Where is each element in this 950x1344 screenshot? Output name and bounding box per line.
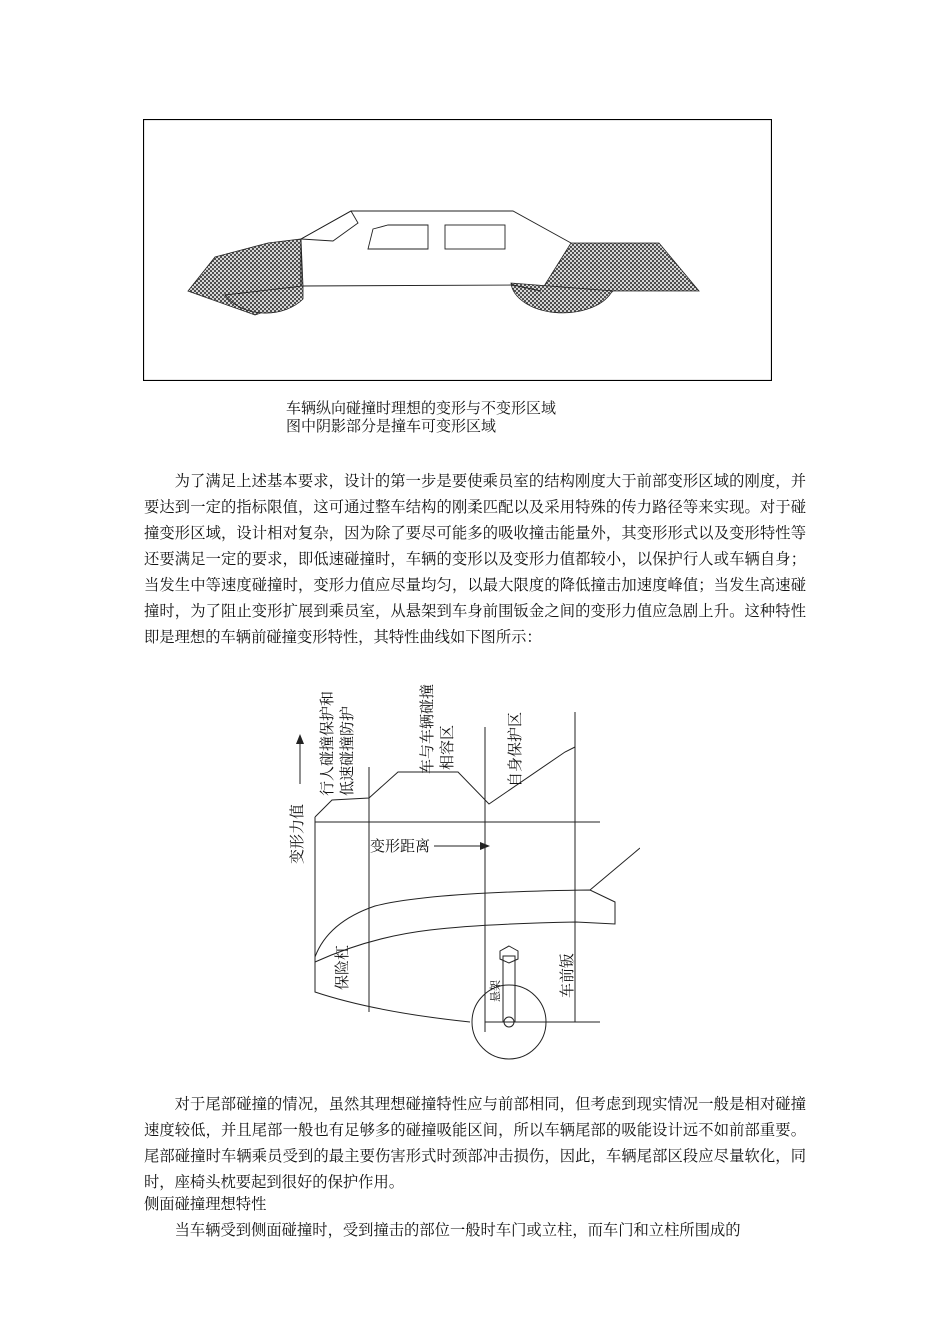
suspension-label: 悬架 [489, 980, 502, 1002]
paragraph-rear-crush: 对于尾部碰撞的情况，虽然其理想碰撞特性应与前部相同，但考虑到现实情况一般是相对碰撞速度较低，并且尾部一般也有足够多的碰撞吸能区间，所以车辆尾部的吸能设计远不如前部重要。尾部碰撞时车辆乘员受到的最主要伤害形式时颈部冲击损伤，因此，车辆尾部区段应尽量软化，同时，座椅头枕要起到很好的保护作用。 [144, 1095, 806, 1191]
zone1-label-line2: 低速碰撞防护 [338, 705, 356, 796]
bumper-label: 保险杠 [333, 944, 351, 990]
zone2-label-line2: 相容区 [438, 724, 456, 770]
x-axis-label: 变形距离 [370, 837, 431, 855]
front-panel-label: 车前钣 [558, 952, 576, 998]
section-heading-side-crush: 侧面碰撞理想特性 [144, 1195, 267, 1213]
car-diagram [143, 119, 772, 381]
car-deformation-figure [143, 119, 772, 381]
crush-characteristic-figure [280, 672, 640, 1072]
zone3-label: 自身保护区 [506, 711, 524, 787]
y-axis-label: 变形力值 [288, 803, 306, 864]
zone2-label-line1: 车与车辆碰撞 [418, 683, 436, 774]
car-front-outline [315, 890, 615, 962]
paragraph-side-crush: 当车辆受到侧面碰撞时，受到撞击的部位一般时车门或立柱，而车门和立柱所围成的 [174, 1221, 741, 1239]
suspension-strut [503, 956, 515, 1022]
crush-characteristic-diagram [280, 672, 640, 1072]
figure-caption-line1: 车辆纵向碰撞时理想的变形与不变形区域 [286, 399, 557, 417]
figure-caption-line2: 图中阴影部分是撞车可变形区域 [286, 417, 497, 435]
paragraph-front-crush: 为了满足上述基本要求，设计的第一步是要使乘员室的结构刚度大于前部变形区域的刚度，并要达到一定的指标限值，这可通过整车结构的刚柔匹配以及采用特殊的传力路径等来实现。对于碰撞变形区域，设计相对复杂，因为除了要尽可能多的吸收撞击能量外，其变形形式以及变形特性等还要满足一定的要求，即低速碰撞时，车辆的变形以及变形力值都较小，以保护行人或车辆自身；当发生中等速度碰撞时，变形力值应尽量均匀，以最大限度的降低撞击加速度峰值；当发生高速碰撞时，为了阻止变形扩展到乘员室，从悬架到车身前围钣金之间的变形力值应急剧上升。这种特性即是理想的车辆前碰撞变形特性，其特性曲线如下图所示： [144, 472, 806, 646]
zone1-label-line1: 行人碰撞保护和 [318, 690, 336, 796]
